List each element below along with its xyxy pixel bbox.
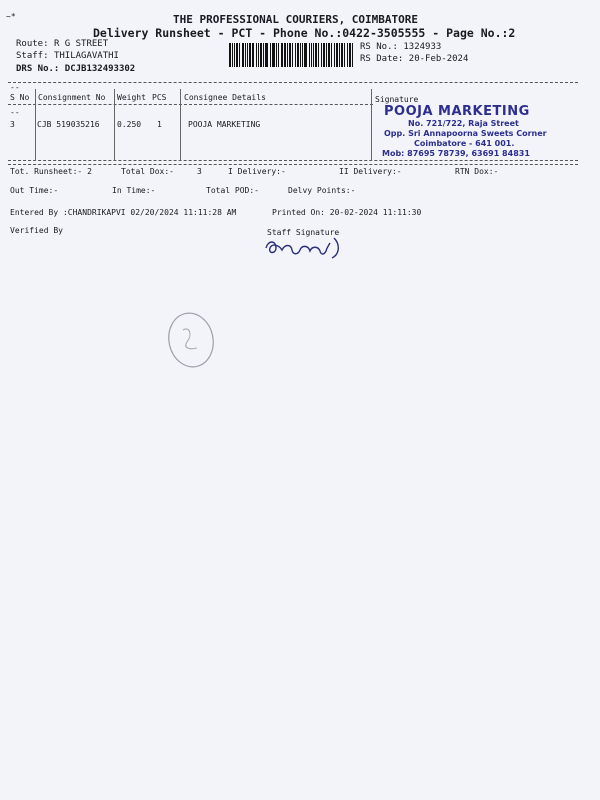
barcode-bar: [278, 43, 279, 67]
table-cell-consignment: CJB 519035216: [37, 120, 100, 129]
col-header-sno: S No: [10, 93, 30, 102]
barcode-bar: [252, 43, 255, 67]
total-dox-label: Total Dox:-: [121, 167, 174, 176]
col-header-weight: Weight: [117, 93, 146, 102]
route-label: Route:: [16, 39, 49, 49]
barcode-bar: [323, 43, 326, 67]
entered-by: Entered By :CHANDRIKAPVI 02/20/2024 11:11:28 AM: [10, 208, 237, 217]
barcode-bar: [295, 43, 296, 67]
barcode-bar: [328, 43, 330, 67]
staff-line: [16, 50, 119, 62]
barcode-bar: [234, 43, 235, 67]
staff-signature-label: Staff Signature: [267, 228, 340, 237]
out-time: Out Time:-: [10, 186, 59, 195]
barcode-bar: [339, 43, 340, 67]
barcode-bar: [341, 43, 344, 67]
table-bottom-rule: [8, 160, 578, 161]
runsheet-subtitle: Delivery Runsheet - PCT - Phone No.:0422-3505555 - Page No.:2: [93, 26, 516, 40]
barcode-bar: [258, 43, 259, 67]
stamp-address-3: Coimbatore - 641 001.: [414, 139, 515, 148]
barcode-bar: [249, 43, 251, 67]
col-header-pcs: PCS: [152, 93, 167, 102]
header-bottom-rule: [8, 104, 373, 105]
barcode-bar: [256, 43, 257, 67]
drs-line: [16, 63, 135, 75]
stamp-name: POOJA MARKETING: [384, 104, 530, 119]
tot-runsheet: Tot. Runsheet:- 2: [10, 167, 92, 176]
barcode-bar: [239, 43, 240, 67]
ii-delivery: II Delivery:-: [339, 167, 402, 176]
barcode-bar: [242, 43, 244, 67]
i-delivery: I Delivery:-: [228, 167, 286, 176]
stamp-address-2: Opp. Sri Annapoorna Sweets Corner: [384, 129, 547, 138]
company-title: THE PROFESSIONAL COURIERS, COIMBATORE: [173, 13, 419, 26]
barcode-bar: [232, 43, 233, 67]
col-header-consignment: Consignment No: [38, 93, 106, 102]
rs-date-label: RS Date:: [360, 54, 404, 64]
col-divider: [35, 89, 36, 161]
barcode-bar: [265, 43, 268, 67]
rs-date-line: [360, 54, 468, 64]
table-top-rule: [8, 82, 578, 83]
bleed-through-circle: [165, 310, 217, 370]
barcode-bar: [287, 43, 288, 67]
table-cell-pcs: 1: [157, 120, 162, 129]
stamp-mobile: Mob: 87695 78739, 63691 84831: [382, 149, 530, 158]
barcode-bar: [311, 43, 312, 67]
col-header-signature: Signature: [375, 95, 419, 104]
total-dox-value: 3: [197, 167, 202, 176]
route-value: R G STREET: [53, 39, 109, 49]
stamp-address-1: No. 721/722, Raja Street: [408, 119, 519, 128]
barcode-bar: [263, 43, 264, 67]
printed-on: Printed On: 20-02-2024 11:11:30: [272, 208, 422, 217]
barcode-bar: [270, 43, 271, 67]
verified-by: Verified By: [10, 226, 63, 235]
table-cell-consignee: POOJA MARKETING: [188, 120, 261, 129]
rs-date-value: 20-Feb-2024: [408, 54, 469, 64]
table-cell-weight: 0.250: [117, 120, 142, 129]
drs-label: DRS No.:: [16, 64, 60, 74]
col-header-consignee: Consignee Details: [184, 93, 266, 102]
table-cell-sno: 3: [10, 120, 15, 129]
barcode-bar: [245, 43, 246, 67]
corner-mark: ~*: [6, 12, 16, 21]
barcode-bar: [352, 43, 353, 67]
barcode-bar: [331, 43, 332, 67]
barcode-bar: [281, 43, 283, 67]
barcode-bar: [318, 43, 319, 67]
barcode-bar: [247, 43, 248, 67]
in-time: In Time:-: [112, 186, 156, 195]
bleed-through-text: [230, 318, 270, 328]
staff-value: THILAGAVATHI: [53, 51, 119, 61]
barcode-bar: [236, 43, 239, 67]
barcode-bar: [292, 43, 293, 67]
col-divider: [114, 89, 115, 161]
barcode-bar: [304, 43, 307, 67]
barcode-bar: [302, 43, 303, 67]
table-bottom-rule-2: [8, 164, 578, 165]
barcode-bar: [349, 43, 351, 67]
col-divider: [180, 89, 181, 161]
rs-no-value: 1324933: [403, 42, 442, 52]
col-divider: [371, 89, 372, 161]
barcode-bar: [297, 43, 299, 67]
company-stamp: [380, 104, 555, 160]
rs-no-label: RS No.:: [360, 42, 398, 52]
barcode-bar: [284, 43, 286, 67]
barcode: [229, 43, 354, 67]
drs-value: DCJB132493302: [64, 64, 136, 74]
barcode-bar: [273, 43, 275, 67]
rs-no-line: [360, 42, 441, 52]
barcode-bar: [272, 43, 273, 67]
barcode-bar: [321, 43, 322, 67]
handwritten-signature: [262, 234, 352, 260]
barcode-bar: [289, 43, 292, 67]
barcode-bar: [336, 43, 338, 67]
staff-label: Staff:: [16, 51, 49, 61]
barcode-bar: [315, 43, 317, 67]
barcode-bar: [276, 43, 277, 67]
barcode-bar: [300, 43, 301, 67]
total-pod: Total POD:-: [206, 186, 259, 195]
rule-tick: --: [10, 108, 20, 117]
barcode-bar: [334, 43, 335, 67]
barcode-bar: [260, 43, 262, 67]
barcode-bar: [326, 43, 327, 67]
barcode-bar: [229, 43, 231, 67]
barcode-bar: [347, 43, 348, 67]
route-line: [16, 38, 108, 50]
rtn-dox: RTN Dox:-: [455, 167, 499, 176]
barcode-bar: [313, 43, 314, 67]
barcode-bar: [344, 43, 345, 67]
rule-tick: --: [10, 83, 20, 92]
delvy-points: Delvy Points:-: [288, 186, 356, 195]
barcode-bar: [309, 43, 311, 67]
